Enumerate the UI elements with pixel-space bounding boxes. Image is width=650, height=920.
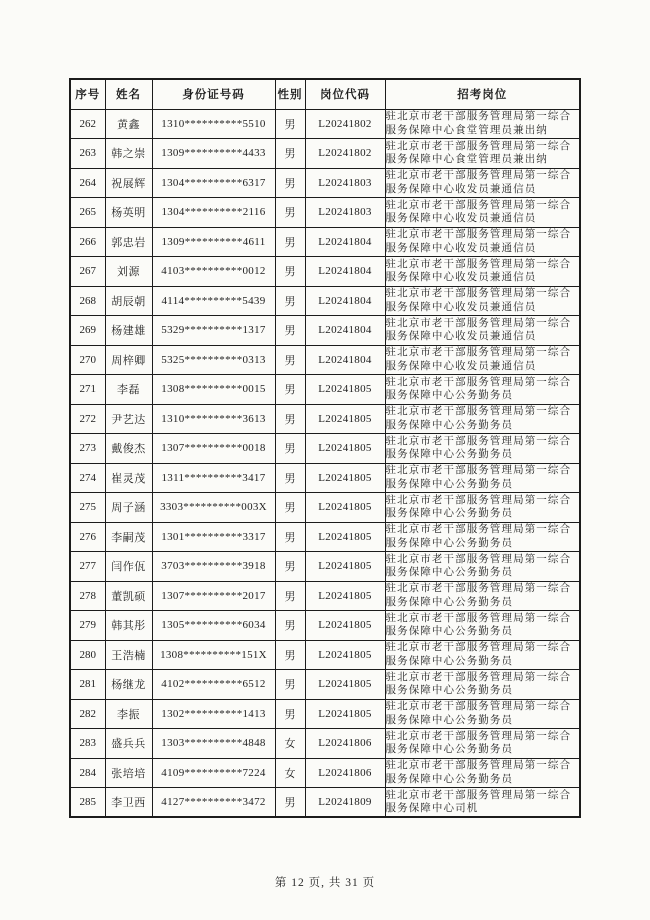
page-footer: 第 12 页, 共 31 页 — [274, 877, 376, 889]
table-row — [70, 227, 580, 257]
cell-position: 驻北京市老干部服务管理局第一综合服务保障中心食堂管理员兼出纳 — [385, 139, 580, 169]
column-header-position: 招考岗位 — [385, 79, 580, 109]
cell-id: 1310**********3613 — [152, 404, 275, 434]
cell-name: 戴俊杰 — [105, 434, 152, 464]
cell-id: 1307**********0018 — [152, 434, 275, 464]
table-row — [70, 493, 580, 523]
cell-name: 闫作佤 — [105, 552, 152, 582]
cell-gender: 男 — [275, 404, 305, 434]
cell-position: 驻北京市老干部服务管理局第一综合服务保障中心公务勤务员 — [385, 758, 580, 788]
cell-position: 驻北京市老干部服务管理局第一综合服务保障中心公务勤务员 — [385, 404, 580, 434]
cell-position: 驻北京市老干部服务管理局第一综合服务保障中心公务勤务员 — [385, 611, 580, 641]
cell-gender: 男 — [275, 316, 305, 346]
cell-id: 1301**********3317 — [152, 522, 275, 552]
cell-position: 驻北京市老干部服务管理局第一综合服务保障中心食堂管理员兼出纳 — [385, 109, 580, 139]
cell-name: 李嗣茂 — [105, 522, 152, 552]
cell-position: 驻北京市老干部服务管理局第一综合服务保障中心公务勤务员 — [385, 640, 580, 670]
cell-id: 1305**********6034 — [152, 611, 275, 641]
table-row — [70, 257, 580, 287]
cell-name: 杨英明 — [105, 198, 152, 228]
cell-no: 272 — [70, 404, 105, 434]
cell-code: L20241805 — [305, 640, 385, 670]
cell-position: 驻北京市老干部服务管理局第一综合服务保障中心公务勤务员 — [385, 729, 580, 759]
cell-code: L20241804 — [305, 257, 385, 287]
cell-gender: 男 — [275, 581, 305, 611]
cell-position: 驻北京市老干部服务管理局第一综合服务保障中心公务勤务员 — [385, 493, 580, 523]
cell-position: 驻北京市老干部服务管理局第一综合服务保障中心司机 — [385, 788, 580, 818]
cell-name: 祝展辉 — [105, 168, 152, 198]
cell-code: L20241805 — [305, 463, 385, 493]
cell-id: 1302**********1413 — [152, 699, 275, 729]
cell-id: 4103**********0012 — [152, 257, 275, 287]
table-row — [70, 758, 580, 788]
table-row — [70, 109, 580, 139]
cell-no: 270 — [70, 345, 105, 375]
cell-position: 驻北京市老干部服务管理局第一综合服务保障中心收发员兼通信员 — [385, 286, 580, 316]
cell-code: L20241805 — [305, 375, 385, 405]
cell-position: 驻北京市老干部服务管理局第一综合服务保障中心收发员兼通信员 — [385, 316, 580, 346]
cell-position: 驻北京市老干部服务管理局第一综合服务保障中心收发员兼通信员 — [385, 345, 580, 375]
cell-code: L20241805 — [305, 404, 385, 434]
cell-no: 283 — [70, 729, 105, 759]
table-row — [70, 581, 580, 611]
cell-position: 驻北京市老干部服务管理局第一综合服务保障中心收发员兼通信员 — [385, 198, 580, 228]
cell-name: 李磊 — [105, 375, 152, 405]
cell-no: 262 — [70, 109, 105, 139]
cell-name: 张培培 — [105, 758, 152, 788]
cell-code: L20241805 — [305, 552, 385, 582]
cell-code: L20241805 — [305, 611, 385, 641]
cell-id: 4127**********3472 — [152, 788, 275, 818]
cell-position: 驻北京市老干部服务管理局第一综合服务保障中心收发员兼通信员 — [385, 227, 580, 257]
cell-name: 王浩楠 — [105, 640, 152, 670]
cell-code: L20241802 — [305, 139, 385, 169]
cell-id: 1309**********4433 — [152, 139, 275, 169]
table-header-row — [70, 79, 580, 109]
cell-no: 275 — [70, 493, 105, 523]
cell-gender: 男 — [275, 611, 305, 641]
cell-no: 282 — [70, 699, 105, 729]
cell-no: 267 — [70, 257, 105, 287]
cell-id: 4102**********6512 — [152, 670, 275, 700]
table-row — [70, 434, 580, 464]
cell-code: L20241803 — [305, 198, 385, 228]
cell-name: 杨建雄 — [105, 316, 152, 346]
cell-no: 266 — [70, 227, 105, 257]
cell-no: 273 — [70, 434, 105, 464]
cell-no: 269 — [70, 316, 105, 346]
cell-code: L20241804 — [305, 316, 385, 346]
cell-position: 驻北京市老干部服务管理局第一综合服务保障中心公务勤务员 — [385, 463, 580, 493]
cell-id: 1308**********151X — [152, 640, 275, 670]
cell-id: 1304**********2116 — [152, 198, 275, 228]
table-row — [70, 198, 580, 228]
table-row — [70, 375, 580, 405]
cell-name: 郭忠岩 — [105, 227, 152, 257]
recruitment-candidate-table — [69, 78, 581, 818]
cell-name: 韩其彤 — [105, 611, 152, 641]
cell-gender: 男 — [275, 640, 305, 670]
cell-no: 279 — [70, 611, 105, 641]
column-header-id: 身份证号码 — [152, 79, 275, 109]
cell-no: 276 — [70, 522, 105, 552]
cell-code: L20241804 — [305, 227, 385, 257]
cell-gender: 男 — [275, 434, 305, 464]
cell-no: 265 — [70, 198, 105, 228]
cell-id: 1310**********5510 — [152, 109, 275, 139]
cell-id: 3303**********003X — [152, 493, 275, 523]
table-row — [70, 139, 580, 169]
cell-name: 胡辰朝 — [105, 286, 152, 316]
column-header-name: 姓名 — [105, 79, 152, 109]
cell-id: 1309**********4611 — [152, 227, 275, 257]
cell-gender: 男 — [275, 699, 305, 729]
cell-id: 1303**********4848 — [152, 729, 275, 759]
cell-no: 280 — [70, 640, 105, 670]
cell-gender: 男 — [275, 670, 305, 700]
table-row — [70, 699, 580, 729]
cell-position: 驻北京市老干部服务管理局第一综合服务保障中心公务勤务员 — [385, 375, 580, 405]
table-row — [70, 729, 580, 759]
cell-no: 284 — [70, 758, 105, 788]
table-row — [70, 463, 580, 493]
cell-gender: 男 — [275, 227, 305, 257]
cell-name: 董凯硕 — [105, 581, 152, 611]
cell-position: 驻北京市老干部服务管理局第一综合服务保障中心公务勤务员 — [385, 581, 580, 611]
cell-position: 驻北京市老干部服务管理局第一综合服务保障中心公务勤务员 — [385, 434, 580, 464]
table-row — [70, 640, 580, 670]
cell-code: L20241804 — [305, 345, 385, 375]
cell-id: 1307**********2017 — [152, 581, 275, 611]
cell-name: 周梓卿 — [105, 345, 152, 375]
cell-no: 271 — [70, 375, 105, 405]
cell-id: 1308**********0015 — [152, 375, 275, 405]
cell-gender: 男 — [275, 788, 305, 818]
table-row — [70, 404, 580, 434]
cell-position: 驻北京市老干部服务管理局第一综合服务保障中心公务勤务员 — [385, 670, 580, 700]
table-row — [70, 316, 580, 346]
cell-id: 5325**********0313 — [152, 345, 275, 375]
cell-code: L20241805 — [305, 493, 385, 523]
cell-gender: 男 — [275, 139, 305, 169]
table-row — [70, 670, 580, 700]
cell-name: 李卫西 — [105, 788, 152, 818]
column-header-gender: 性别 — [275, 79, 305, 109]
cell-no: 278 — [70, 581, 105, 611]
cell-name: 韩之崇 — [105, 139, 152, 169]
cell-code: L20241805 — [305, 581, 385, 611]
cell-no: 274 — [70, 463, 105, 493]
cell-code: L20241805 — [305, 699, 385, 729]
cell-gender: 男 — [275, 375, 305, 405]
cell-position: 驻北京市老干部服务管理局第一综合服务保障中心收发员兼通信员 — [385, 168, 580, 198]
cell-gender: 女 — [275, 758, 305, 788]
cell-no: 277 — [70, 552, 105, 582]
cell-id: 3703**********3918 — [152, 552, 275, 582]
table-row — [70, 788, 580, 818]
cell-gender: 男 — [275, 345, 305, 375]
cell-no: 285 — [70, 788, 105, 818]
cell-no: 264 — [70, 168, 105, 198]
cell-id: 5329**********1317 — [152, 316, 275, 346]
cell-gender: 男 — [275, 463, 305, 493]
cell-id: 1311**********3417 — [152, 463, 275, 493]
column-header-no: 序号 — [70, 79, 105, 109]
cell-name: 刘源 — [105, 257, 152, 287]
cell-position: 驻北京市老干部服务管理局第一综合服务保障中心收发员兼通信员 — [385, 257, 580, 287]
table-row — [70, 345, 580, 375]
cell-code: L20241805 — [305, 434, 385, 464]
cell-code: L20241805 — [305, 522, 385, 552]
cell-name: 盛兵兵 — [105, 729, 152, 759]
cell-gender: 男 — [275, 109, 305, 139]
cell-id: 4114**********5439 — [152, 286, 275, 316]
cell-gender: 男 — [275, 493, 305, 523]
cell-no: 268 — [70, 286, 105, 316]
cell-code: L20241805 — [305, 670, 385, 700]
cell-gender: 男 — [275, 522, 305, 552]
cell-code: L20241804 — [305, 286, 385, 316]
cell-code: L20241806 — [305, 758, 385, 788]
cell-id: 4109**********7224 — [152, 758, 275, 788]
cell-gender: 女 — [275, 729, 305, 759]
cell-name: 崔灵茂 — [105, 463, 152, 493]
table-row — [70, 168, 580, 198]
table-row — [70, 552, 580, 582]
cell-no: 263 — [70, 139, 105, 169]
cell-name: 黄鑫 — [105, 109, 152, 139]
cell-position: 驻北京市老干部服务管理局第一综合服务保障中心公务勤务员 — [385, 522, 580, 552]
cell-gender: 男 — [275, 552, 305, 582]
table-row — [70, 522, 580, 552]
cell-id: 1304**********6317 — [152, 168, 275, 198]
table-row — [70, 611, 580, 641]
cell-code: L20241809 — [305, 788, 385, 818]
table-row — [70, 286, 580, 316]
cell-code: L20241803 — [305, 168, 385, 198]
cell-name: 尹艺达 — [105, 404, 152, 434]
column-header-code: 岗位代码 — [305, 79, 385, 109]
cell-name: 李振 — [105, 699, 152, 729]
cell-position: 驻北京市老干部服务管理局第一综合服务保障中心公务勤务员 — [385, 552, 580, 582]
cell-name: 杨继龙 — [105, 670, 152, 700]
cell-gender: 男 — [275, 198, 305, 228]
cell-gender: 男 — [275, 168, 305, 198]
cell-gender: 男 — [275, 257, 305, 287]
cell-position: 驻北京市老干部服务管理局第一综合服务保障中心公务勤务员 — [385, 699, 580, 729]
cell-name: 周子涵 — [105, 493, 152, 523]
cell-code: L20241802 — [305, 109, 385, 139]
cell-gender: 男 — [275, 286, 305, 316]
cell-code: L20241806 — [305, 729, 385, 759]
cell-no: 281 — [70, 670, 105, 700]
